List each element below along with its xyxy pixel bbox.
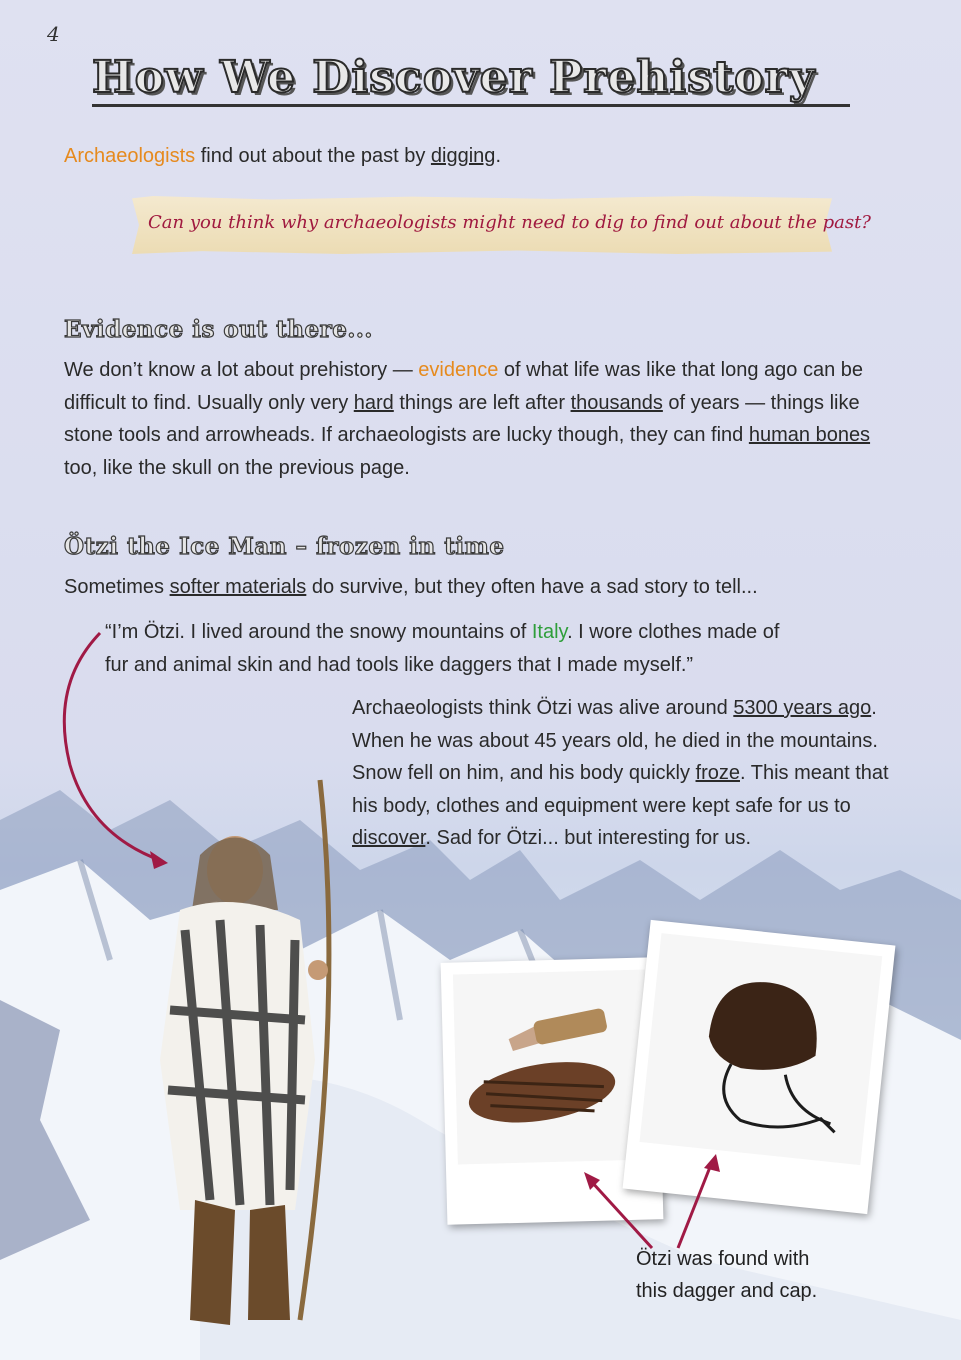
section-heading-evidence: Evidence is out there... <box>64 316 373 343</box>
otzi-quote <box>105 616 785 681</box>
glossary-word-froze: froze <box>695 762 740 784</box>
glossary-word-discover: discover <box>352 827 426 849</box>
photo-caption: Ötzi was found with this dagger and cap. <box>636 1248 818 1302</box>
otzi-lead-2: do survive, but they often have a sad story to tell... <box>306 576 758 598</box>
evidence-text-5: too, like the skull on the previous page. <box>64 456 410 479</box>
otzi-body-paragraph <box>352 692 912 855</box>
intro-text: find out about the past by <box>195 145 431 167</box>
evidence-text-4: of years — things like stone tools and arrowheads. If archaeologists are lucky though, they can find <box>64 391 860 446</box>
evidence-text-2: of what life was like that long ago can be difficult to find. Usually only very <box>64 359 863 414</box>
intro-paragraph <box>64 140 924 173</box>
glossary-word-hard: hard <box>353 391 394 414</box>
body-text-1: Archaeologists think Ötzi was alive around <box>352 697 734 719</box>
intro-end: . <box>495 145 501 167</box>
title-underline <box>92 104 850 107</box>
otzi-lead-1: Sometimes <box>64 576 170 598</box>
glossary-word-softer-materials: softer materials <box>169 576 307 598</box>
body-text-4: . Sad for Ötzi... but interesting for us. <box>425 827 752 849</box>
quote-text-1: “I’m Ötzi. I lived around the snowy mountains of <box>105 621 532 643</box>
body-text-2: . When he was about 45 years old, he died in the mountains. Snow fell on him, and his body quickly <box>352 697 878 784</box>
page-title: How We Discover Prehistory <box>92 52 816 103</box>
quote-text-2: . I wore clothes made of fur and animal skin and had tools like daggers that I made myself.” <box>105 621 780 676</box>
keyword-evidence: evidence <box>418 359 499 381</box>
question-text: Can you think why archaeologists might need to dig to find out about the past? <box>148 212 871 233</box>
curved-arrow-to-otzi <box>50 625 190 875</box>
glossary-word-human-bones: human bones <box>748 424 871 446</box>
otzi-lead-paragraph <box>64 571 924 604</box>
evidence-text-3: things are left after <box>393 391 571 414</box>
body-text-3: . This meant that his body, clothes and equipment were kept safe for us to <box>352 762 889 817</box>
section-heading-otzi: Ötzi the Ice Man – frozen in time <box>64 533 505 560</box>
evidence-text-1: We don’t know a lot about prehistory — <box>64 359 419 381</box>
glossary-word-digging: digging <box>430 145 496 167</box>
glossary-word-5300-years-ago: 5300 years ago <box>733 697 872 719</box>
keyword-archaeologists: Archaeologists <box>64 145 196 167</box>
evidence-paragraph <box>64 354 904 484</box>
glossary-word-thousands: thousands <box>570 391 663 414</box>
page-number: 4 <box>47 22 60 46</box>
place-italy: Italy <box>531 621 568 643</box>
